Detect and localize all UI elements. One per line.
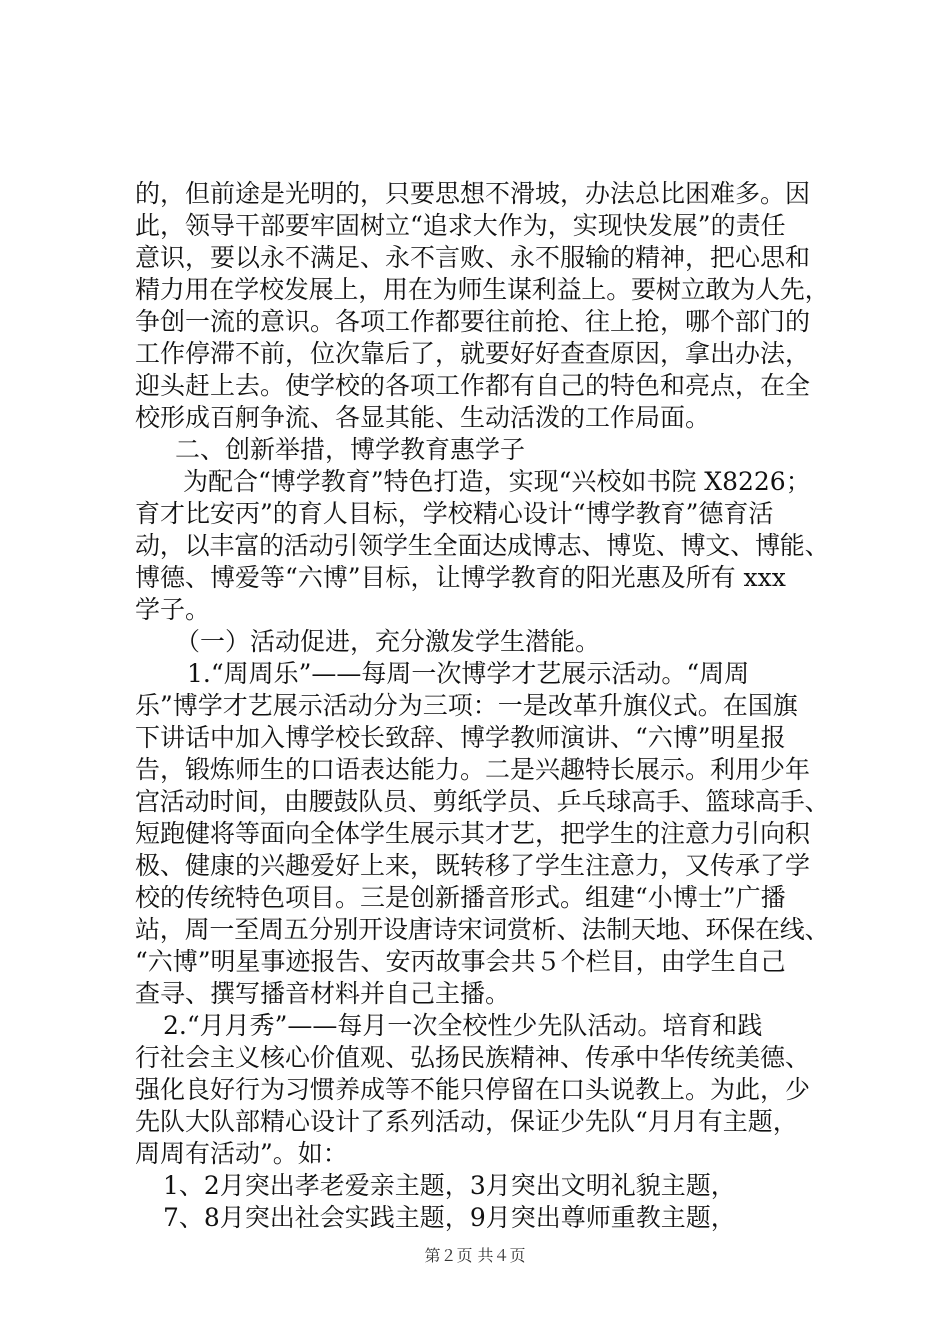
text-line: 校的传统特色项目。三是创新播音形式。组建“小博士”广播: [135, 883, 786, 912]
text-line: 强化良好行为习惯养成等不能只停留在口头说教上。为此，少: [135, 1075, 811, 1104]
text-line: 下讲话中加入博学校长致辞、博学教师演讲、“六博”明星报: [135, 723, 786, 752]
text-line: 2.“月月秀”——每月一次全校性少先队活动。培育和践: [163, 1011, 763, 1040]
text-line: 育才比安丙”的育人目标，学校精心设计“博学教育”德育活: [135, 499, 774, 528]
text-line: 短跑健将等面向全体学生展示其才艺，把学生的注意力引向积: [135, 819, 811, 848]
text-line: 争创一流的意识。各项工作都要往前抢、往上抢，哪个部门的: [135, 307, 811, 336]
text-line: 迎头赶上去。使学校的各项工作都有自己的特色和亮点，在全: [135, 371, 811, 400]
text-line: 极、健康的兴趣爱好上来，既转移了学生注意力，又传承了学: [135, 851, 811, 880]
text-line: 此，领导干部要牢固树立“追求大作为，实现快发展”的责任: [135, 211, 786, 240]
text-line: 宫活动时间，由腰鼓队员、剪纸学员、乒乓球高手、篮球高手、: [135, 787, 830, 816]
text-line: “六博”明星事迹报告、安丙故事会共５个栏目，由学生自己: [135, 947, 786, 976]
text-line: 先队大队部精心设计了系列活动，保证少先队“月月有主题，: [135, 1107, 798, 1136]
subsection-heading: （一）活动促进，充分激发学生潜能。: [175, 627, 601, 656]
document-body: [135, 178, 835, 1234]
text-line: 查寻、撰写播音材料并自己主播。: [135, 979, 511, 1008]
text-line: 7、8月突出社会实践主题，9月突出尊师重教主题，: [163, 1203, 736, 1232]
text-line: 站，周一至周五分别开设唐诗宋词赏析、法制天地、环保在线、: [135, 915, 830, 944]
text-line: 动，以丰富的活动引领学生全面达成博志、博览、博文、博能、: [135, 531, 830, 560]
text-line: 行社会主义核心价值观、弘扬民族精神、传承中华传统美德、: [135, 1043, 811, 1072]
text-line: 工作停滞不前，位次靠后了，就要好好查查原因，拿出办法，: [135, 339, 811, 368]
text-line: 1、2月突出孝老爱亲主题，3月突出文明礼貌主题，: [163, 1171, 736, 1200]
text-line: 校形成百舸争流、各显其能、生动活泼的工作局面。: [135, 403, 711, 432]
text-line: 的，但前途是光明的，只要思想不滑坡，办法总比困难多。因: [135, 179, 811, 208]
section-heading: 二、创新举措，博学教育惠学子: [175, 435, 526, 464]
text-line: 乐”博学才艺展示活动分为三项：一是改革升旗仪式。在国旗: [135, 691, 798, 720]
text-line: 学子。: [135, 595, 211, 624]
text-line: 告，锻炼师生的口语表达能力。二是兴趣特长展示。利用少年: [135, 755, 811, 784]
text-line: 意识，要以永不满足、永不言败、永不服输的精神，把心思和: [135, 243, 811, 272]
text-line: 1.“周周乐”——每周一次博学才艺展示活动。“周周: [187, 659, 750, 688]
text-line: 周周有活动”。如：: [135, 1139, 348, 1168]
text-line: 精力用在学校发展上，用在为师生谋利益上。要树立敢为人先，: [135, 275, 830, 304]
text-line: 为配合“博学教育”特色打造，实现“兴校如书院 X8226；: [183, 467, 811, 496]
page-number-footer: 第２页 共４页: [424, 1246, 526, 1265]
text-line: 博德、博爱等“六博”目标，让博学教育的阳光惠及所有 xxx: [135, 563, 786, 592]
